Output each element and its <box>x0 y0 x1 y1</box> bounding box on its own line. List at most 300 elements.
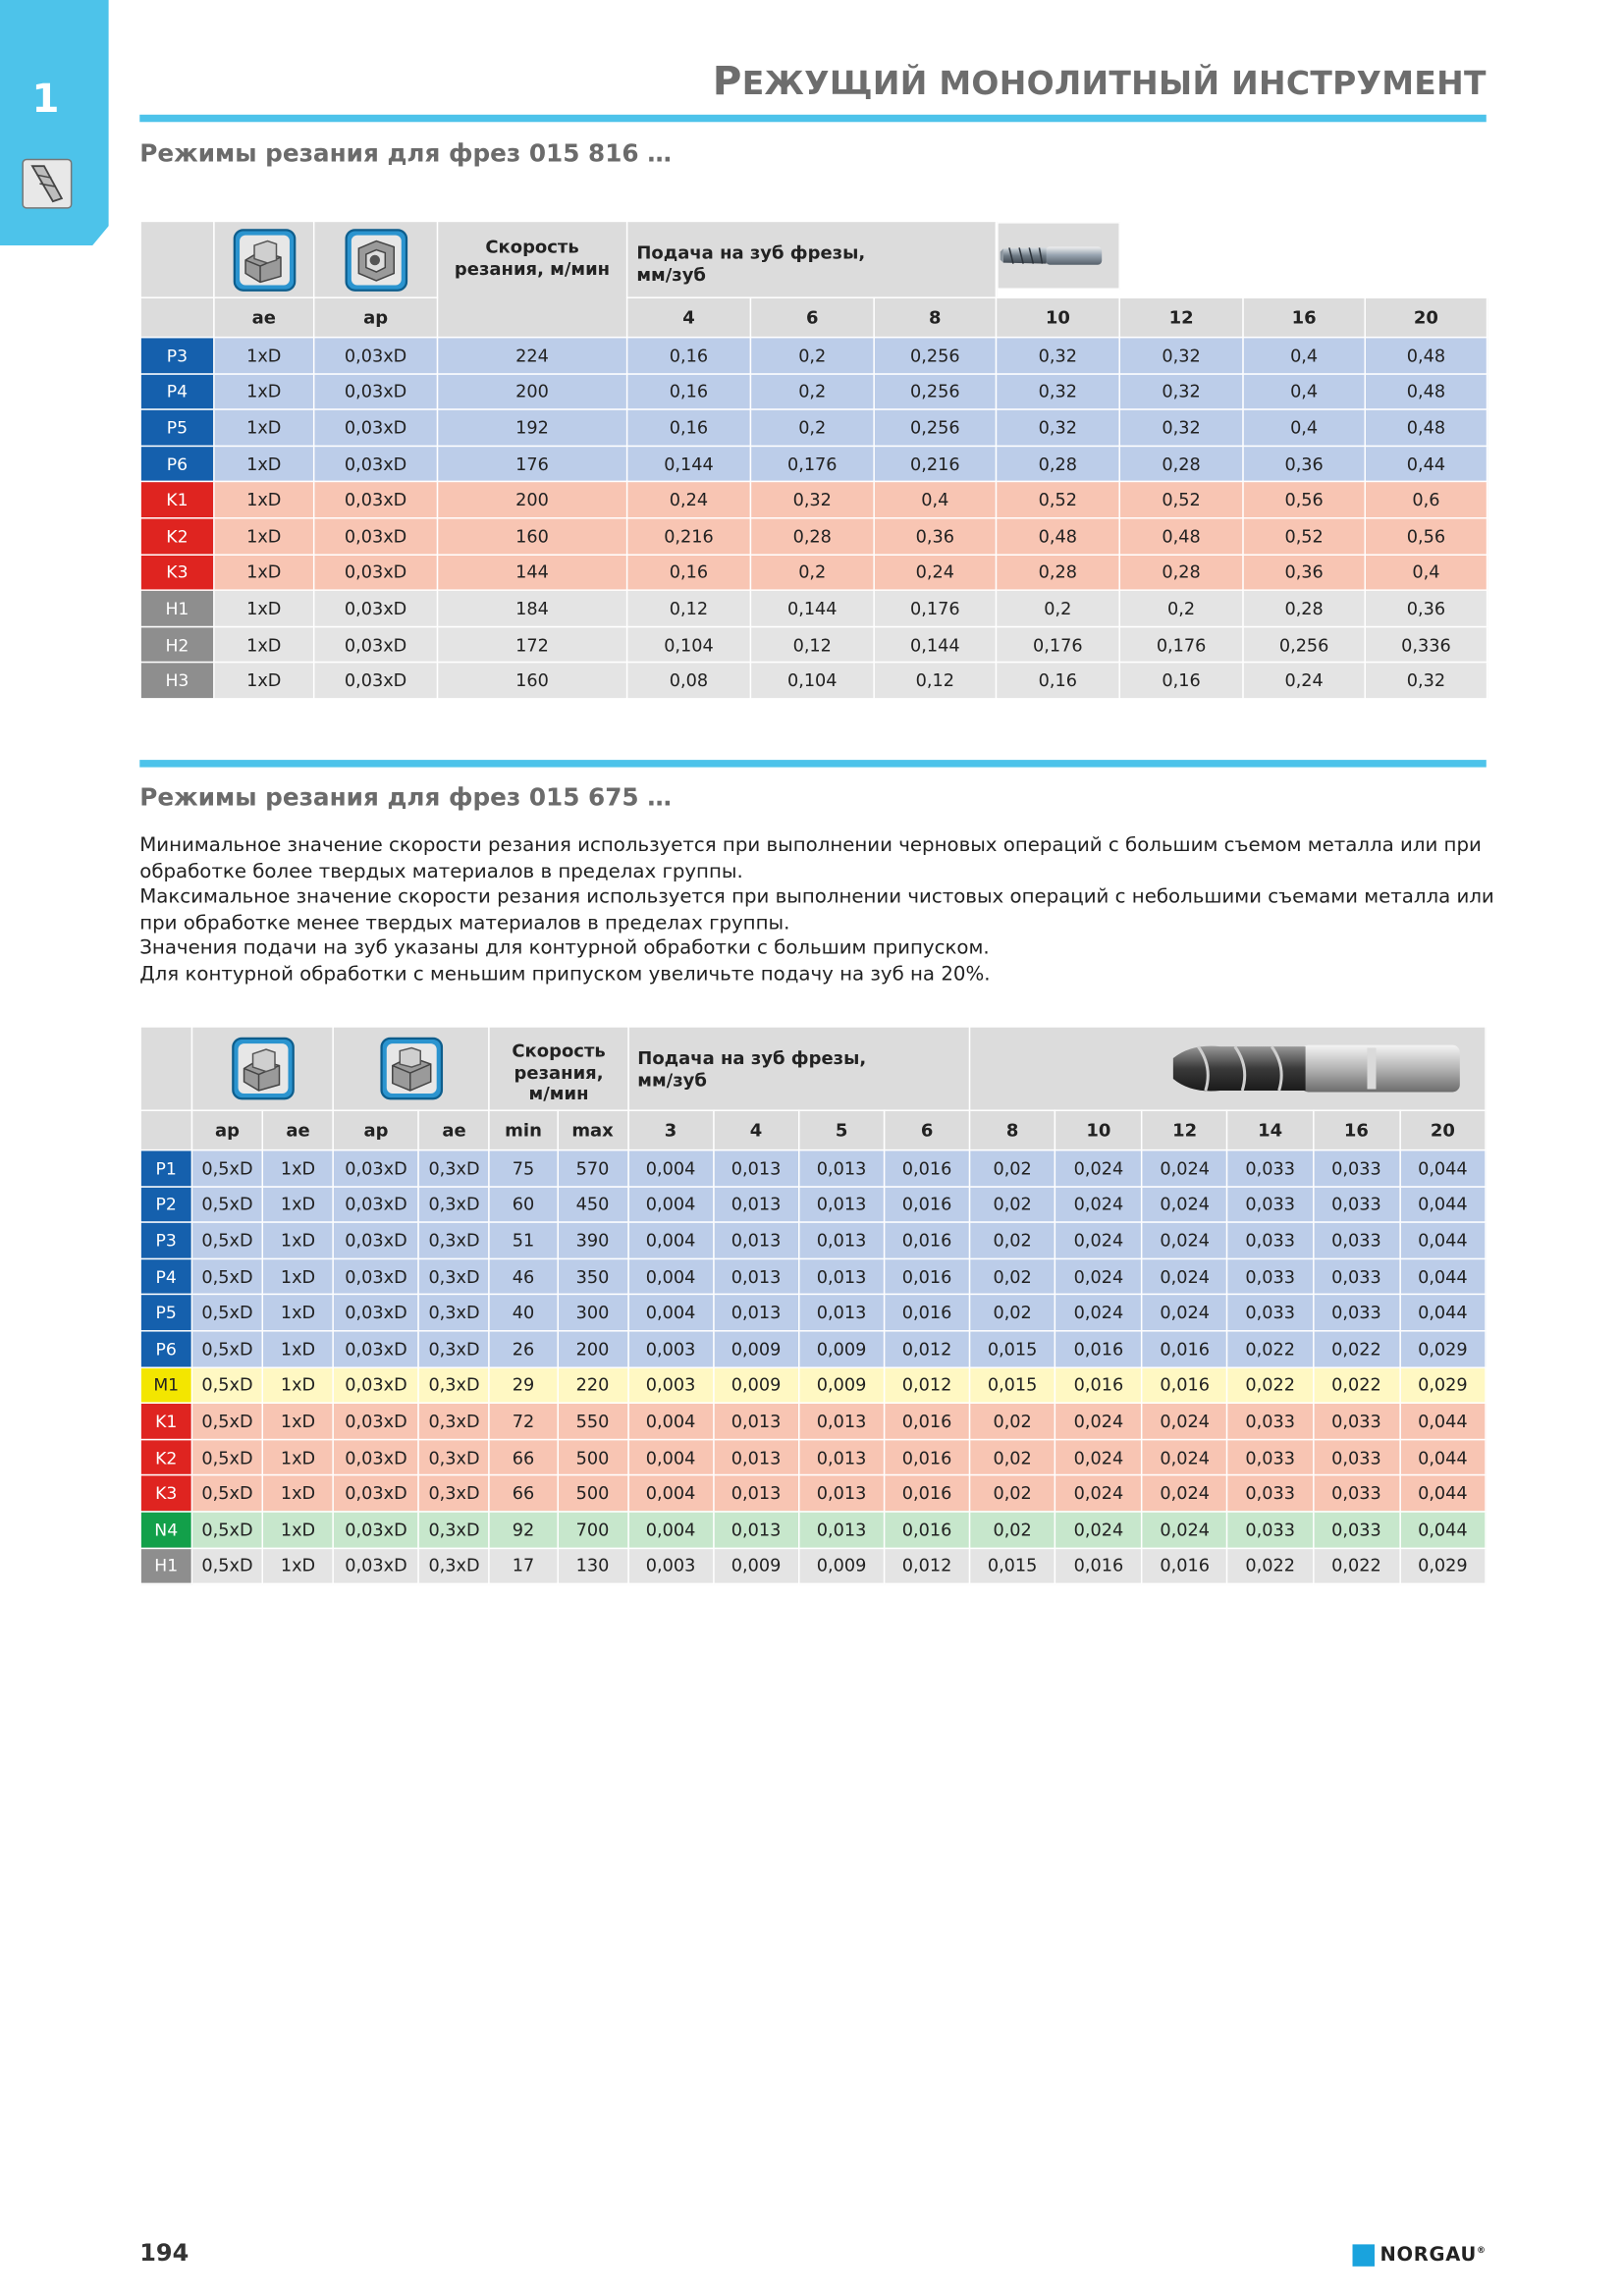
table-row <box>140 1403 1486 1439</box>
cell-ae2: 0,3xD <box>419 1439 490 1475</box>
feed-cell: 0,2 <box>996 590 1119 626</box>
description-line: обработке более твердых материалов в пределах группы. <box>139 860 743 883</box>
cell-speed: 224 <box>437 338 626 374</box>
cell-ap: 0,03xD <box>314 590 438 626</box>
col-max: max <box>558 1110 628 1149</box>
feed-cell: 0,013 <box>799 1295 885 1331</box>
feed-cell: 0,004 <box>628 1475 714 1512</box>
feed-cell: 0,36 <box>1243 555 1365 591</box>
feed-cell: 0,24 <box>1243 663 1365 699</box>
cell-ae1: 1xD <box>263 1222 334 1258</box>
cell-speed: 200 <box>437 482 626 518</box>
diameter-header: 16 <box>1313 1110 1400 1149</box>
table-row <box>140 338 1488 374</box>
feed-cell: 0,024 <box>1055 1258 1143 1295</box>
feed-cell: 0,029 <box>1400 1331 1486 1367</box>
feed-cell: 0,033 <box>1313 1150 1400 1187</box>
cell-ap1: 0,5xD <box>191 1439 262 1475</box>
material-group-cell: K2 <box>140 518 214 555</box>
cell-ap1: 0,5xD <box>191 1258 262 1295</box>
feed-cell: 0,24 <box>627 482 751 518</box>
cell-max: 200 <box>558 1331 628 1367</box>
tool-image <box>970 1027 1486 1110</box>
feed-cell: 0,16 <box>996 663 1119 699</box>
feed-cell: 0,016 <box>885 1439 970 1475</box>
feed-cell: 0,024 <box>1055 1186 1143 1222</box>
description-line: Для контурной обработки с меньшим припуском увеличьте подачу на зуб на 20%. <box>139 964 991 987</box>
cell-max: 500 <box>558 1475 628 1512</box>
feed-cell: 0,024 <box>1142 1295 1227 1331</box>
feed-cell: 0,024 <box>1055 1475 1143 1512</box>
feed-cell: 0,016 <box>1055 1331 1143 1367</box>
feed-cell: 0,176 <box>1119 626 1243 663</box>
cell-ap: 0,03xD <box>314 518 438 555</box>
cell-ae2: 0,3xD <box>419 1295 490 1331</box>
feed-cell: 0,024 <box>1055 1439 1143 1475</box>
cell-max: 550 <box>558 1403 628 1439</box>
cell-ae1: 1xD <box>263 1439 334 1475</box>
feed-cell: 0,256 <box>874 409 996 446</box>
feed-cell: 0,024 <box>1055 1295 1143 1331</box>
diameter-header: 4 <box>714 1110 799 1149</box>
feed-cell: 0,176 <box>750 446 874 482</box>
feed-cell: 0,36 <box>1243 446 1365 482</box>
feed-cell: 0,02 <box>970 1439 1055 1475</box>
cell-min: 75 <box>490 1150 558 1187</box>
page-number: 194 <box>139 2238 189 2267</box>
material-group-cell: P5 <box>140 409 214 446</box>
diameter-header: 12 <box>1142 1110 1227 1149</box>
cell-min: 29 <box>490 1367 558 1404</box>
feed-cell: 0,022 <box>1227 1548 1313 1584</box>
feed-cell: 0,033 <box>1227 1475 1313 1512</box>
feed-header: Подача на зуб фрезы, мм/зуб <box>628 1027 970 1110</box>
feed-cell: 0,32 <box>1365 663 1487 699</box>
feed-cell: 0,016 <box>885 1295 970 1331</box>
feed-cell: 0,016 <box>885 1475 970 1512</box>
cell-max: 390 <box>558 1222 628 1258</box>
cell-min: 40 <box>490 1295 558 1331</box>
feed-cell: 0,004 <box>628 1150 714 1187</box>
header-empty <box>140 1027 191 1110</box>
feed-cell: 0,024 <box>1142 1439 1227 1475</box>
feed-cell: 0,033 <box>1313 1222 1400 1258</box>
feed-cell: 0,022 <box>1227 1331 1313 1367</box>
feed-cell: 0,033 <box>1227 1150 1313 1187</box>
feed-cell: 0,033 <box>1227 1439 1313 1475</box>
feed-cell: 0,022 <box>1227 1367 1313 1404</box>
cell-ap1: 0,5xD <box>191 1331 262 1367</box>
feed-cell: 0,033 <box>1227 1222 1313 1258</box>
header-empty-2 <box>140 1110 191 1149</box>
material-group-cell: H1 <box>140 1548 191 1584</box>
cell-speed: 172 <box>437 626 626 663</box>
material-group-cell: K3 <box>140 555 214 591</box>
feed-cell: 0,004 <box>628 1186 714 1222</box>
feed-cell: 0,16 <box>627 338 751 374</box>
feed-cell: 0,004 <box>628 1403 714 1439</box>
cell-min: 66 <box>490 1439 558 1475</box>
feed-cell: 0,024 <box>1142 1512 1227 1548</box>
side-milling-icon <box>379 1037 444 1101</box>
feed-cell: 0,015 <box>970 1367 1055 1404</box>
feed-cell: 0,013 <box>799 1150 885 1187</box>
cell-ap: 0,03xD <box>314 482 438 518</box>
feed-cell: 0,033 <box>1313 1295 1400 1331</box>
cell-speed: 176 <box>437 446 626 482</box>
table-row <box>140 1367 1486 1404</box>
table-row <box>140 663 1488 699</box>
cell-ap1: 0,5xD <box>191 1548 262 1584</box>
cell-ap: 0,03xD <box>314 338 438 374</box>
cell-speed: 144 <box>437 555 626 591</box>
feed-cell: 0,004 <box>628 1512 714 1548</box>
section1-title: Режимы резания для фрез 015 816 … <box>139 139 672 168</box>
material-group-cell: K3 <box>140 1475 191 1512</box>
cell-ap1: 0,5xD <box>191 1150 262 1187</box>
speed-header: Скорость резания, м/мин <box>490 1027 628 1110</box>
feed-cell: 0,004 <box>628 1258 714 1295</box>
feed-cell: 0,009 <box>799 1548 885 1584</box>
feed-cell: 0,52 <box>996 482 1119 518</box>
diameter-header: 3 <box>628 1110 714 1149</box>
cell-ae1: 1xD <box>263 1331 334 1367</box>
feed-cell: 0,009 <box>799 1331 885 1367</box>
feed-cell: 0,044 <box>1400 1258 1486 1295</box>
feed-cell: 0,256 <box>1243 626 1365 663</box>
feed-cell: 0,016 <box>885 1150 970 1187</box>
feed-cell: 0,2 <box>750 373 874 409</box>
feed-cell: 0,016 <box>885 1403 970 1439</box>
feed-cell: 0,336 <box>1365 626 1487 663</box>
feed-cell: 0,2 <box>750 555 874 591</box>
cell-min: 46 <box>490 1258 558 1295</box>
feed-cell: 0,52 <box>1243 518 1365 555</box>
feed-cell: 0,003 <box>628 1367 714 1404</box>
col-min: min <box>490 1110 558 1149</box>
cell-ae2: 0,3xD <box>419 1331 490 1367</box>
cell-ap: 0,03xD <box>314 446 438 482</box>
table-row <box>140 518 1488 555</box>
feed-cell: 0,216 <box>874 446 996 482</box>
feed-cell: 0,003 <box>628 1331 714 1367</box>
feed-cell: 0,012 <box>885 1331 970 1367</box>
feed-cell: 0,4 <box>1243 373 1365 409</box>
table-row <box>140 373 1488 409</box>
header-icon-slot <box>191 1027 333 1110</box>
feed-cell: 0,02 <box>970 1186 1055 1222</box>
description-line: при обработке менее твердых материалов в пределах группы. <box>139 912 790 934</box>
diameter-header: 5 <box>799 1110 885 1149</box>
feed-cell: 0,003 <box>628 1548 714 1584</box>
feed-cell: 0,024 <box>1055 1222 1143 1258</box>
col-ap-2: ap <box>334 1110 419 1149</box>
norgau-logo <box>1352 2244 1487 2266</box>
feed-cell: 0,033 <box>1227 1295 1313 1331</box>
feed-cell: 0,016 <box>1142 1331 1227 1367</box>
material-group-cell: P5 <box>140 1295 191 1331</box>
feed-cell: 0,16 <box>1119 663 1243 699</box>
cell-speed: 160 <box>437 518 626 555</box>
description-line: Максимальное значение скорости резания используется при выполнении чистовых операций с небольшими съемами металла или <box>139 886 1494 909</box>
feed-cell: 0,2 <box>750 409 874 446</box>
feed-cell: 0,4 <box>1243 409 1365 446</box>
description-line: Значения подачи на зуб указаны для контурной обработки с большим припуском. <box>139 937 990 961</box>
feed-cell: 0,022 <box>1313 1367 1400 1404</box>
material-group-cell: P2 <box>140 1186 191 1222</box>
feed-cell: 0,48 <box>1365 373 1487 409</box>
table-row <box>140 409 1488 446</box>
cell-ap2: 0,03xD <box>334 1222 419 1258</box>
cell-ae: 1xD <box>214 590 314 626</box>
header-empty <box>140 221 214 297</box>
feed-cell: 0,033 <box>1227 1512 1313 1548</box>
section2-rule <box>139 760 1487 767</box>
col-ae-1: ae <box>263 1110 334 1149</box>
feed-cell: 0,004 <box>628 1439 714 1475</box>
feed-cell: 0,216 <box>627 518 751 555</box>
cell-ae2: 0,3xD <box>419 1403 490 1439</box>
cell-ae: 1xD <box>214 373 314 409</box>
feed-cell: 0,013 <box>714 1439 799 1475</box>
cell-ae: 1xD <box>214 663 314 699</box>
cell-ap2: 0,03xD <box>334 1367 419 1404</box>
feed-cell: 0,32 <box>996 373 1119 409</box>
feed-cell: 0,56 <box>1365 518 1487 555</box>
feed-cell: 0,013 <box>799 1403 885 1439</box>
feed-cell: 0,28 <box>1119 555 1243 591</box>
header-empty-2 <box>140 297 214 337</box>
feed-cell: 0,013 <box>799 1475 885 1512</box>
feed-cell: 0,033 <box>1313 1475 1400 1512</box>
feed-cell: 0,016 <box>1142 1548 1227 1584</box>
cell-max: 570 <box>558 1150 628 1187</box>
feed-cell: 0,013 <box>799 1512 885 1548</box>
feed-cell: 0,144 <box>750 590 874 626</box>
material-group-cell: K2 <box>140 1439 191 1475</box>
cell-ae2: 0,3xD <box>419 1512 490 1548</box>
material-group-cell: H3 <box>140 663 214 699</box>
feed-cell: 0,013 <box>714 1150 799 1187</box>
feed-cell: 0,044 <box>1400 1403 1486 1439</box>
cell-ae: 1xD <box>214 446 314 482</box>
feed-cell: 0,176 <box>874 590 996 626</box>
feed-cell: 0,016 <box>1055 1367 1143 1404</box>
feed-cell: 0,4 <box>874 482 996 518</box>
table-row <box>140 626 1488 663</box>
material-group-cell: K1 <box>140 1403 191 1439</box>
cell-max: 450 <box>558 1186 628 1222</box>
feed-cell: 0,016 <box>885 1258 970 1295</box>
feed-cell: 0,013 <box>799 1186 885 1222</box>
header-rule <box>139 115 1487 122</box>
cell-ap: 0,03xD <box>314 555 438 591</box>
diameter-header: 8 <box>874 297 996 337</box>
feed-cell: 0,013 <box>714 1295 799 1331</box>
cell-ap2: 0,03xD <box>334 1439 419 1475</box>
cell-ae2: 0,3xD <box>419 1548 490 1584</box>
cell-ap2: 0,03xD <box>334 1295 419 1331</box>
logo-text: NORGAU <box>1380 2244 1478 2267</box>
feed-cell: 0,144 <box>874 626 996 663</box>
diameter-header: 14 <box>1227 1110 1313 1149</box>
description-line: Минимальное значение скорости резания используется при выполнении черновых операций с большим съемом металла или при <box>139 834 1482 857</box>
cell-ae1: 1xD <box>263 1150 334 1187</box>
feed-cell: 0,022 <box>1313 1548 1400 1584</box>
header-icon-ap <box>314 221 438 297</box>
feed-cell: 0,256 <box>874 373 996 409</box>
feed-cell: 0,28 <box>996 555 1119 591</box>
end-mill-image <box>999 223 1104 288</box>
feed-cell: 0,013 <box>714 1258 799 1295</box>
feed-cell: 0,48 <box>1365 409 1487 446</box>
feed-cell: 0,144 <box>627 446 751 482</box>
cell-speed: 184 <box>437 590 626 626</box>
feed-cell: 0,013 <box>714 1186 799 1222</box>
material-group-cell: N4 <box>140 1512 191 1548</box>
cell-ae2: 0,3xD <box>419 1475 490 1512</box>
table-row <box>140 1439 1486 1475</box>
cell-speed: 200 <box>437 373 626 409</box>
feed-cell: 0,44 <box>1365 446 1487 482</box>
cutting-table-015675 <box>139 1026 1487 1584</box>
cell-ap1: 0,5xD <box>191 1475 262 1512</box>
cell-ae2: 0,3xD <box>419 1186 490 1222</box>
feed-cell: 0,48 <box>996 518 1119 555</box>
cell-ap1: 0,5xD <box>191 1295 262 1331</box>
feed-cell: 0,16 <box>627 373 751 409</box>
cell-ae: 1xD <box>214 518 314 555</box>
table-row <box>140 1548 1486 1584</box>
cell-min: 60 <box>490 1186 558 1222</box>
diameter-header: 8 <box>970 1110 1055 1149</box>
feed-cell: 0,024 <box>1142 1403 1227 1439</box>
cutting-table-015816 <box>139 221 1488 700</box>
cell-ae: 1xD <box>214 409 314 446</box>
diameter-header: 16 <box>1243 297 1365 337</box>
cell-ap2: 0,03xD <box>334 1258 419 1295</box>
feed-cell: 0,12 <box>874 663 996 699</box>
feed-cell: 0,012 <box>885 1548 970 1584</box>
cell-ae1: 1xD <box>263 1512 334 1548</box>
feed-cell: 0,009 <box>714 1331 799 1367</box>
feed-cell: 0,033 <box>1313 1258 1400 1295</box>
feed-cell: 0,044 <box>1400 1222 1486 1258</box>
feed-cell: 0,013 <box>714 1403 799 1439</box>
feed-cell: 0,044 <box>1400 1439 1486 1475</box>
feed-cell: 0,022 <box>1313 1331 1400 1367</box>
feed-cell: 0,6 <box>1365 482 1487 518</box>
feed-cell: 0,013 <box>799 1222 885 1258</box>
table-row <box>140 1295 1486 1331</box>
diameter-header: 10 <box>1055 1110 1143 1149</box>
cell-ae1: 1xD <box>263 1548 334 1584</box>
feed-cell: 0,4 <box>1243 338 1365 374</box>
feed-cell: 0,52 <box>1119 482 1243 518</box>
diameter-header: 10 <box>996 297 1119 337</box>
cell-ap2: 0,03xD <box>334 1512 419 1548</box>
section2-description <box>139 833 1494 988</box>
feed-cell: 0,48 <box>1119 518 1243 555</box>
diameter-header: 6 <box>885 1110 970 1149</box>
cell-ap2: 0,03xD <box>334 1475 419 1512</box>
feed-cell: 0,013 <box>714 1512 799 1548</box>
cell-ae: 1xD <box>214 555 314 591</box>
cell-ae2: 0,3xD <box>419 1150 490 1187</box>
cell-ae1: 1xD <box>263 1367 334 1404</box>
feed-cell: 0,033 <box>1313 1186 1400 1222</box>
material-group-cell: P4 <box>140 373 214 409</box>
feed-cell: 0,029 <box>1400 1367 1486 1404</box>
end-mill-image <box>1162 1035 1464 1102</box>
table-row <box>140 1475 1486 1512</box>
header-icon-side <box>334 1027 490 1110</box>
cell-ae2: 0,3xD <box>419 1367 490 1404</box>
feed-cell: 0,016 <box>885 1222 970 1258</box>
cell-ae1: 1xD <box>263 1475 334 1512</box>
cell-min: 72 <box>490 1403 558 1439</box>
cell-ap2: 0,03xD <box>334 1548 419 1584</box>
feed-cell: 0,2 <box>750 338 874 374</box>
feed-cell: 0,033 <box>1313 1403 1400 1439</box>
cell-speed: 160 <box>437 663 626 699</box>
feed-cell: 0,28 <box>1243 590 1365 626</box>
cell-min: 51 <box>490 1222 558 1258</box>
feed-cell: 0,32 <box>1119 373 1243 409</box>
feed-cell: 0,28 <box>996 446 1119 482</box>
feed-cell: 0,024 <box>1055 1512 1143 1548</box>
feed-cell: 0,029 <box>1400 1548 1486 1584</box>
material-group-cell: M1 <box>140 1367 191 1404</box>
tool-image <box>997 221 1119 289</box>
cell-max: 130 <box>558 1548 628 1584</box>
feed-cell: 0,02 <box>970 1222 1055 1258</box>
feed-cell: 0,16 <box>627 555 751 591</box>
cell-ap: 0,03xD <box>314 626 438 663</box>
table-row <box>140 1258 1486 1295</box>
chapter-number: 1 <box>31 76 60 123</box>
table-row <box>140 590 1488 626</box>
diameter-header: 6 <box>750 297 874 337</box>
feed-cell: 0,16 <box>627 409 751 446</box>
cell-ap: 0,03xD <box>314 409 438 446</box>
material-group-cell: P4 <box>140 1258 191 1295</box>
cell-ae: 1xD <box>214 482 314 518</box>
feed-cell: 0,016 <box>1055 1548 1143 1584</box>
feed-cell: 0,013 <box>799 1439 885 1475</box>
feed-cell: 0,32 <box>996 338 1119 374</box>
feed-cell: 0,176 <box>996 626 1119 663</box>
feed-cell: 0,02 <box>970 1512 1055 1548</box>
feed-cell: 0,004 <box>628 1222 714 1258</box>
material-group-cell: H2 <box>140 626 214 663</box>
feed-cell: 0,015 <box>970 1331 1055 1367</box>
feed-cell: 0,033 <box>1313 1512 1400 1548</box>
drill-icon <box>22 159 72 209</box>
table-row <box>140 1331 1486 1367</box>
col-ap-1: ap <box>191 1110 262 1149</box>
feed-cell: 0,024 <box>1142 1150 1227 1187</box>
feed-cell: 0,016 <box>885 1512 970 1548</box>
feed-cell: 0,12 <box>627 590 751 626</box>
table-row <box>140 446 1488 482</box>
table-row <box>140 555 1488 591</box>
feed-cell: 0,256 <box>874 338 996 374</box>
material-group-cell: H1 <box>140 590 214 626</box>
feed-cell: 0,24 <box>874 555 996 591</box>
feed-cell: 0,024 <box>1142 1222 1227 1258</box>
cell-max: 500 <box>558 1439 628 1475</box>
